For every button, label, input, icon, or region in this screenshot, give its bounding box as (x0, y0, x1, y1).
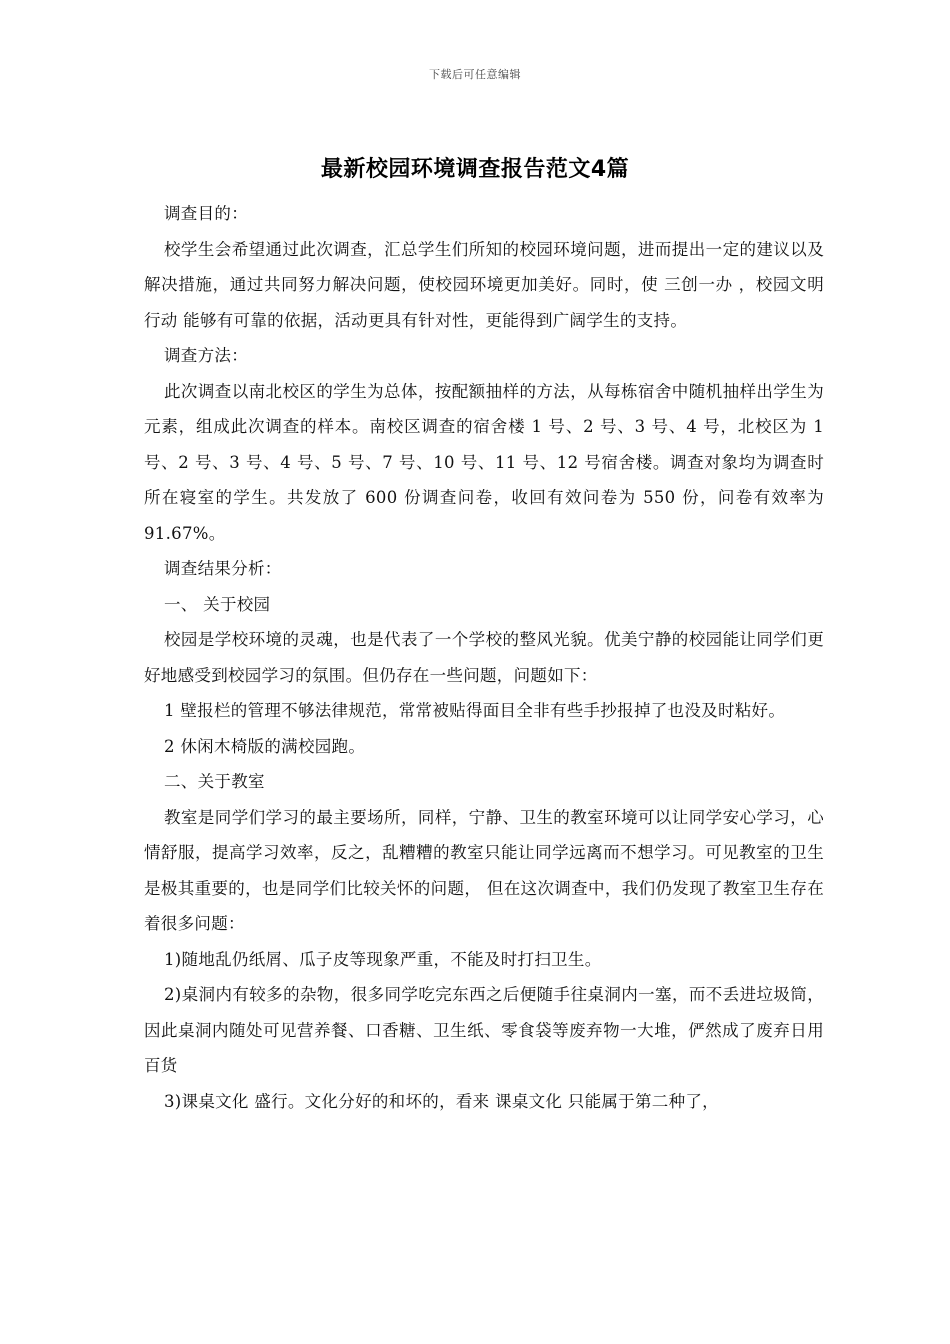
list-item-campus-1: 1 壁报栏的管理不够法律规范，常常被贴得面目全非有些手抄报掉了也没及时粘好。 (164, 701, 786, 720)
list-item-classroom-3: 3)课桌文化 盛行。文化分好的和坏的，看来 课桌文化 只能属于第二种了， (164, 1091, 719, 1111)
section-heading-purpose: 调查目的： (164, 204, 248, 223)
subheading-campus: 一、 关于校园 (164, 594, 271, 614)
header-note: 下载后可任意编辑 (429, 68, 521, 81)
list-item-classroom-2: 2)桌洞内有较多的杂物，很多同学吃完东西之后便随手往桌洞内一塞，而不丢进垃圾筒，因此桌洞内随处可见营养餐、口香糖、卫生纸、零食袋等废弃物一大堆，俨然成了废弃日用百货 (144, 985, 824, 1075)
paragraph-method: 此次调查以南北校区的学生为总体，按配额抽样的方法，从每栋宿舍中随机抽样出学生为元素，组成此次调查的样本。南校区调查的宿舍楼 1 号、2 号、3 号、4 号，北校区为 1 号、2 号、3 号、4 号、5 号、7 号、10 号、11 号、12 号宿舍楼。调查对象均为调查时所在寝室的学生。共发放了 600 份调查问卷，收回有效问卷为 550 份，问卷有效率为 91.67%。 (144, 381, 824, 543)
paragraph-campus: 校园是学校环境的灵魂，也是代表了一个学校的整风光貌。优美宁静的校园能让同学们更好地感受到校园学习的氛围。但仍存在一些问题，问题如下： (144, 630, 824, 685)
paragraph-classroom: 教室是同学们学习的最主要场所，同样，宁静、卫生的教室环境可以让同学安心学习，心情舒服，提高学习效率，反之，乱糟糟的教室只能让同学远离而不想学习。可见教室的卫生是极其重要的，也是同学们比较关怀的问题， 但在这次调查中，我们仍发现了教室卫生存在着很多问题： (144, 807, 824, 933)
section-heading-analysis: 调查结果分析： (164, 559, 282, 578)
list-item-campus-2: 2 休闲木椅版的满校园跑。 (164, 736, 366, 756)
section-heading-method: 调查方法： (164, 346, 248, 365)
paragraph-purpose: 校学生会希望通过此次调查，汇总学生们所知的校园环境问题，进而提出一定的建议以及解决措施，通过共同努力解决问题，使校园环境更加美好。同时，使 三创一办 ，校园文明行动 能够有可靠的依据，活动更具有针对性，更能得到广阔学生的支持。 (144, 239, 824, 330)
document-title: 最新校园环境调查报告范文4篇 (320, 157, 630, 182)
list-item-classroom-1: 1)随地乱仍纸屑、瓜子皮等现象严重，不能及时打扫卫生。 (164, 949, 602, 969)
document-body (144, 196, 824, 1119)
subheading-classroom: 二、关于教室 (164, 772, 265, 791)
